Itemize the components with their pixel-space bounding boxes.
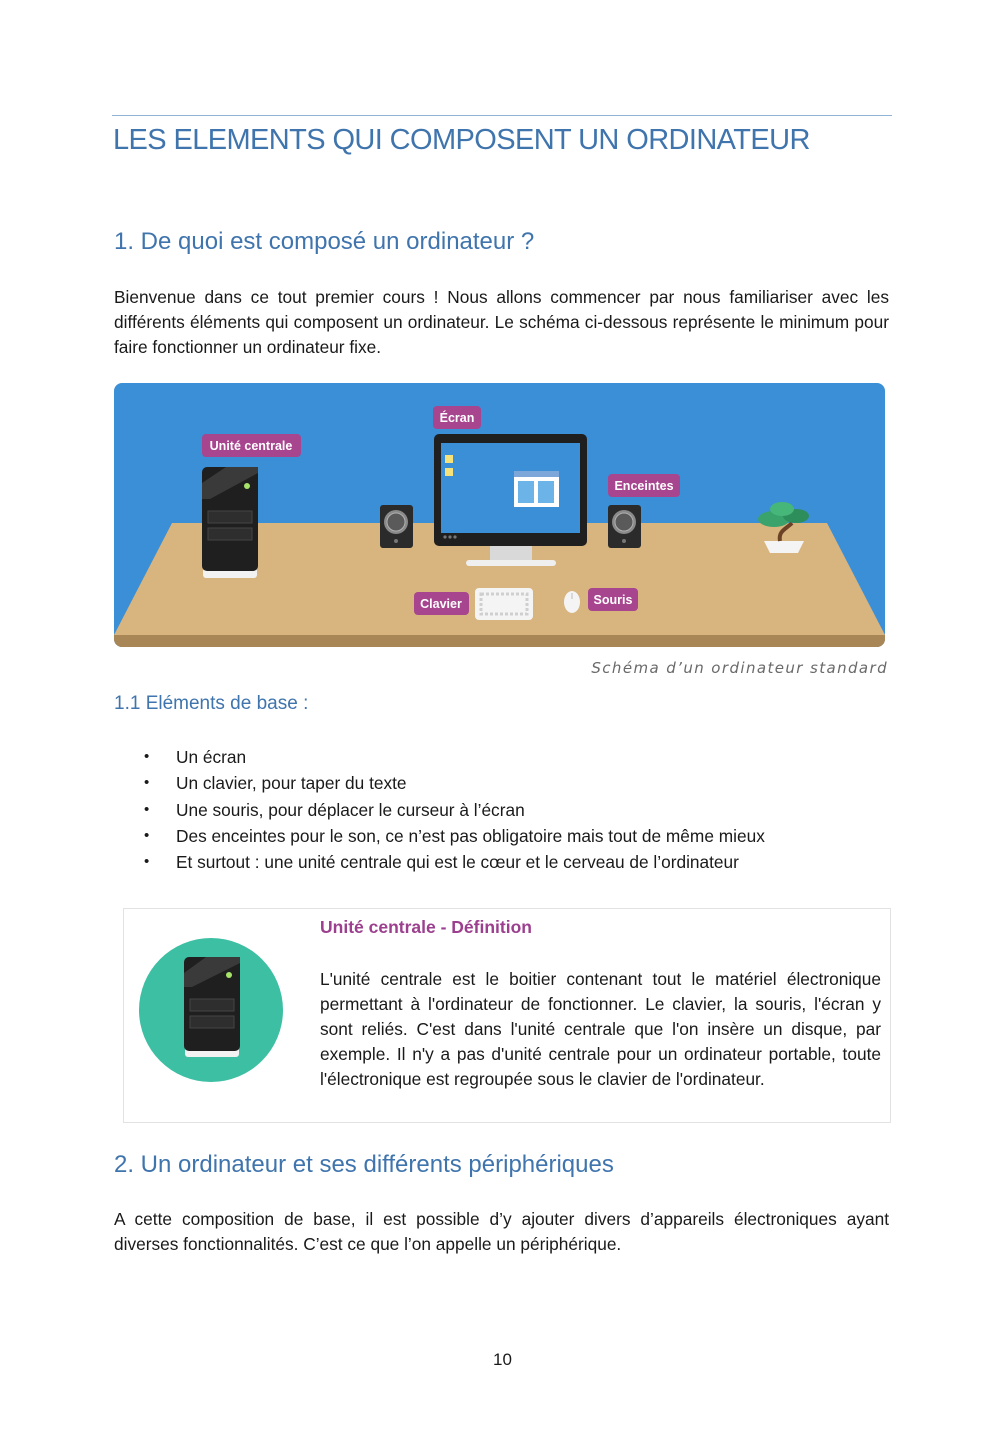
label-screen — [433, 406, 481, 429]
header-rule — [112, 115, 892, 116]
label-keyboard — [414, 592, 469, 615]
bullet-icon: • — [144, 800, 150, 818]
section-1-intro: Bienvenue dans ce tout premier cours ! Nous allons commencer par nous familiariser avec les différents éléments qui composent un ordinateur. Le schéma ci-dessous représente le minimum pour faire fonctionner un ordinateur fixe. — [114, 287, 889, 357]
definition-text: L'unité centrale est le boitier contenant tout le matériel électronique permettant à l'ordinateur de fonctionner. Le clavier, la souris, l'écran y sont reliés. C'est dans l'unité centrale que l'on insère un disque, par exemple. Il n'y a pas d'unité centrale pour un ordinateur portable, toute l'électronique est regroupée sous le clavier de l'ordinateur. — [320, 969, 881, 1089]
left-speaker-icon — [380, 505, 413, 548]
svg-text:Clavier: Clavier — [420, 597, 462, 611]
bullet-icon: • — [144, 774, 150, 792]
illustration-caption: Schéma d’un ordinateur standard — [591, 659, 888, 677]
section-2-heading: 2. Un ordinateur et ses différents périphériques — [114, 1151, 614, 1178]
mouse-icon — [564, 591, 580, 613]
label-central-unit — [202, 434, 301, 457]
svg-text:Écran: Écran — [439, 411, 475, 425]
right-speaker-icon — [608, 505, 641, 548]
label-mouse — [588, 588, 638, 611]
computer-tower-icon — [138, 937, 284, 1088]
svg-text:Unité centrale: Unité centrale — [209, 439, 293, 453]
svg-text:Enceintes: Enceintes — [614, 479, 674, 493]
subsection-heading: 1.1 Eléments de base : — [114, 693, 309, 714]
bullet-icon: • — [144, 853, 150, 871]
bullet-icon: • — [144, 826, 150, 844]
section-1-heading: 1. De quoi est composé un ordinateur ? — [114, 228, 535, 255]
central-unit-icon — [202, 467, 258, 578]
svg-text:Souris: Souris — [593, 593, 633, 607]
page-title: LES ELEMENTS QUI COMPOSENT UN ORDINATEUR — [113, 124, 810, 156]
bullet-icon: • — [144, 748, 150, 765]
computer-diagram-illustration — [114, 383, 885, 647]
label-speakers — [608, 474, 680, 497]
definition-box — [123, 908, 891, 1123]
definition-title: Unité centrale - Définition — [320, 917, 532, 937]
page-number: 10 — [493, 1350, 512, 1369]
keyboard-icon — [475, 588, 533, 620]
section-2-text: A cette composition de base, il est possible d’y ajouter divers d’appareils électroniques ayant diverses fonctionnalités. C’est ce que l’on appelle un périphérique. — [114, 1209, 889, 1254]
